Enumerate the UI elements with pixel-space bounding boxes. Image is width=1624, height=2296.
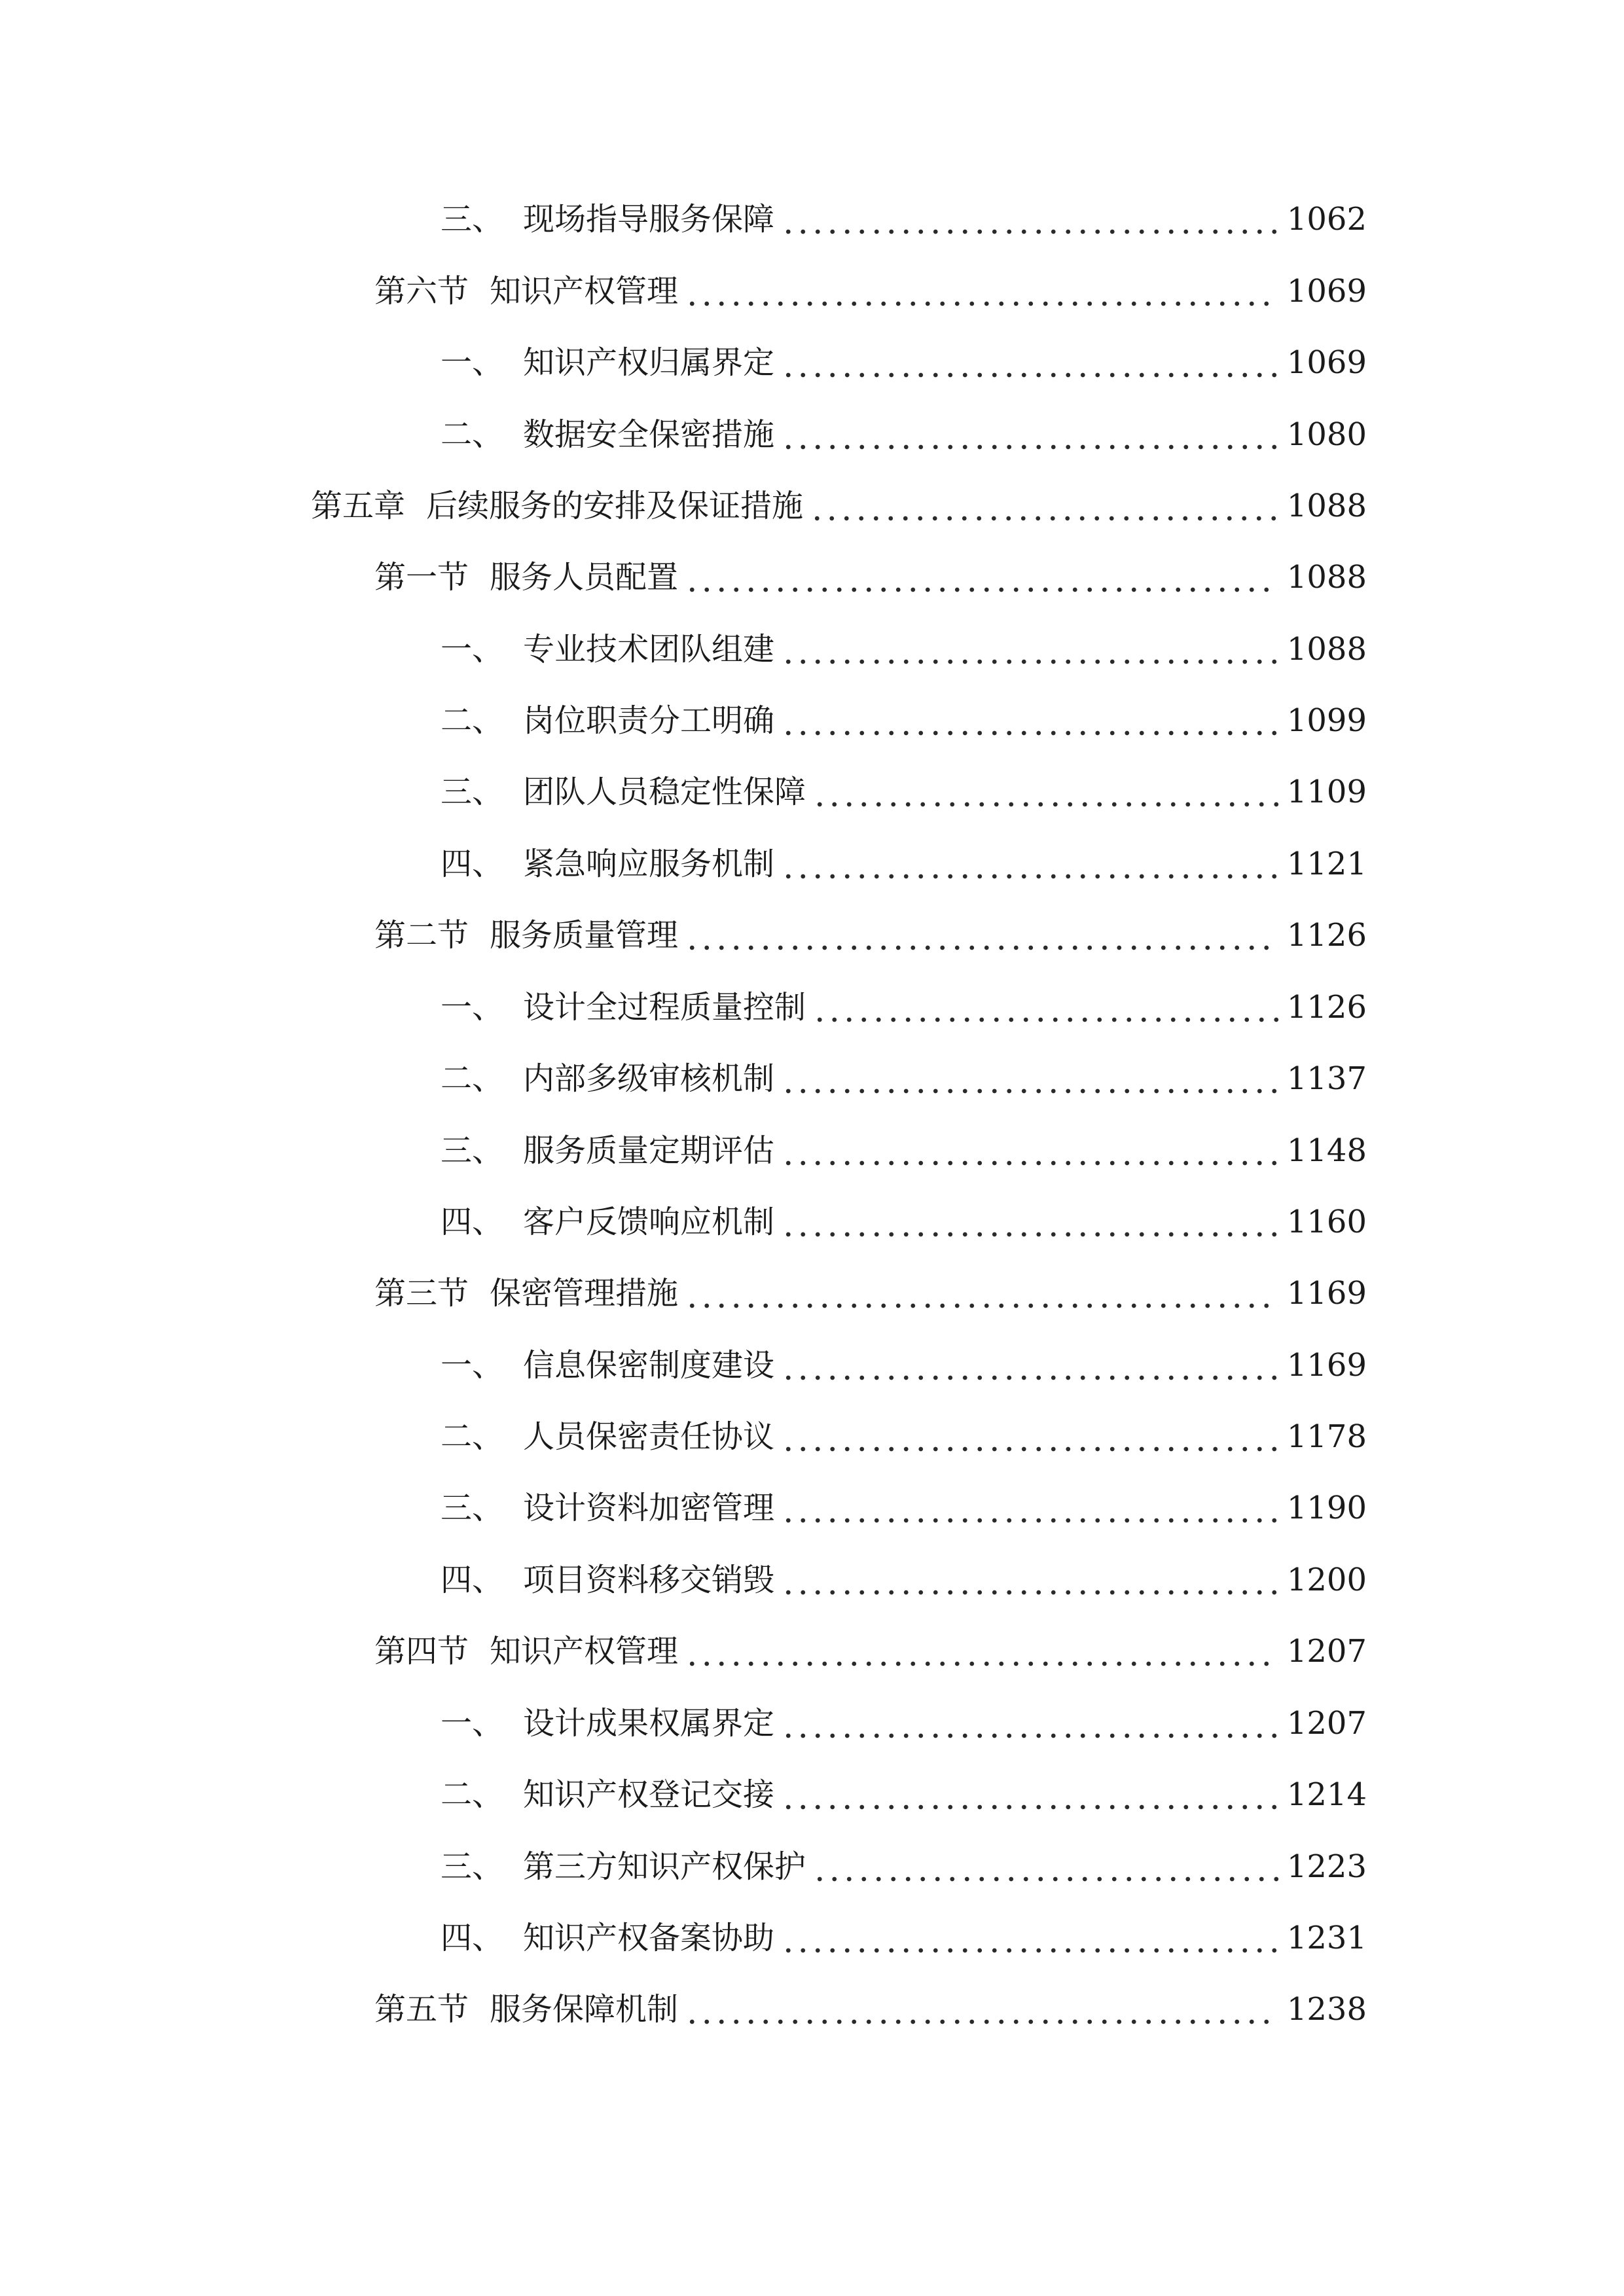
toc-page-number: 1200	[1286, 1562, 1367, 1598]
toc-number: 第四节	[374, 1633, 469, 1670]
toc-page-number: 1088	[1286, 559, 1367, 596]
toc-entry[interactable]	[441, 1052, 1367, 1105]
toc-entry[interactable]	[441, 1840, 1367, 1893]
toc-page-number: 1099	[1286, 702, 1367, 739]
toc-title: 紧急响应服务机制	[523, 846, 775, 882]
dot-leader	[685, 265, 1279, 317]
toc-number: 四、	[441, 846, 504, 882]
toc-page-number: 1062	[1286, 201, 1367, 238]
toc-entry[interactable]	[441, 766, 1367, 818]
toc-page-number: 1207	[1286, 1705, 1367, 1742]
toc-number: 一、	[441, 344, 504, 381]
toc-title: 知识产权管理	[490, 1633, 679, 1670]
toc-number: 第五节	[374, 1991, 469, 2028]
toc-entry[interactable]	[374, 1267, 1367, 1319]
toc-title: 第三方知识产权保护	[523, 1848, 806, 1885]
toc-number: 一、	[441, 989, 504, 1026]
toc-page-number: 1109	[1286, 774, 1367, 810]
toc-page-number: 1088	[1286, 631, 1367, 668]
dot-leader	[685, 1625, 1279, 1677]
toc-page-number: 1169	[1286, 1347, 1367, 1384]
toc-title: 内部多级审核机制	[523, 1060, 775, 1097]
toc-number: 一、	[441, 631, 504, 668]
toc-number: 二、	[441, 1776, 504, 1813]
toc-entry[interactable]	[441, 1912, 1367, 1964]
toc-entry[interactable]	[374, 551, 1367, 603]
dot-leader	[781, 1410, 1279, 1463]
dot-leader	[685, 1267, 1279, 1319]
toc-title: 信息保密制度建设	[523, 1347, 775, 1384]
toc-entry[interactable]	[441, 1697, 1367, 1749]
dot-leader	[781, 694, 1279, 747]
dot-leader	[781, 1196, 1279, 1248]
toc-number: 第一节	[374, 559, 469, 596]
toc-number: 四、	[441, 1920, 504, 1956]
dot-leader	[781, 1554, 1279, 1606]
dot-leader	[781, 1768, 1279, 1821]
toc-title: 知识产权归属界定	[523, 344, 775, 381]
toc-entry[interactable]	[441, 1196, 1367, 1248]
toc-entry[interactable]	[441, 1339, 1367, 1391]
dot-leader	[812, 981, 1279, 1033]
toc-entry[interactable]	[441, 694, 1367, 747]
toc-title: 设计资料加密管理	[523, 1490, 775, 1526]
toc-title: 团队人员稳定性保障	[523, 774, 806, 810]
toc-title: 人员保密责任协议	[523, 1418, 775, 1455]
dot-leader	[685, 1983, 1279, 2036]
toc-number: 二、	[441, 702, 504, 739]
toc-entry[interactable]	[374, 1983, 1367, 2036]
toc-number: 二、	[441, 1418, 504, 1455]
toc-title: 服务人员配置	[490, 559, 679, 596]
toc-page-number: 1207	[1286, 1633, 1367, 1670]
toc-page-number: 1069	[1286, 273, 1367, 310]
toc-number: 第三节	[374, 1275, 469, 1312]
toc-page-number: 1238	[1286, 1991, 1367, 2028]
dot-leader	[685, 551, 1279, 603]
toc-title: 客户反馈响应机制	[523, 1204, 775, 1240]
toc-number: 第五章	[311, 488, 406, 524]
dot-leader	[781, 336, 1279, 389]
toc-number: 第二节	[374, 917, 469, 954]
toc-title: 数据安全保密措施	[523, 416, 775, 453]
toc-title: 专业技术团队组建	[523, 631, 775, 668]
toc-number: 一、	[441, 1705, 504, 1742]
toc-title: 知识产权备案协助	[523, 1920, 775, 1956]
toc-page-number: 1231	[1286, 1920, 1367, 1956]
toc-number: 三、	[441, 1490, 504, 1526]
toc-entry[interactable]	[441, 1482, 1367, 1534]
toc-entry[interactable]	[441, 336, 1367, 389]
toc-number: 二、	[441, 1060, 504, 1097]
toc-title: 岗位职责分工明确	[523, 702, 775, 739]
dot-leader	[781, 838, 1279, 890]
dot-leader	[810, 480, 1279, 532]
toc-number: 三、	[441, 1132, 504, 1169]
dot-leader	[781, 623, 1279, 675]
toc-entry[interactable]	[374, 265, 1367, 317]
toc-page-number: 1088	[1286, 488, 1367, 524]
toc-page-number: 1148	[1286, 1132, 1367, 1169]
toc-entry[interactable]	[441, 1410, 1367, 1463]
toc-title: 服务保障机制	[490, 1991, 679, 2028]
dot-leader	[812, 766, 1279, 818]
toc-entry[interactable]	[441, 408, 1367, 461]
toc-entry[interactable]	[441, 193, 1367, 245]
dot-leader	[781, 193, 1279, 245]
toc-entry[interactable]	[441, 981, 1367, 1033]
toc-title: 设计成果权属界定	[523, 1705, 775, 1742]
toc-page-number: 1223	[1286, 1848, 1367, 1885]
toc-page-number: 1137	[1286, 1060, 1367, 1097]
dot-leader	[781, 1912, 1279, 1964]
dot-leader	[781, 1482, 1279, 1534]
toc-page-number: 1126	[1286, 917, 1367, 954]
toc-page-number: 1214	[1286, 1776, 1367, 1813]
dot-leader	[781, 1697, 1279, 1749]
dot-leader	[781, 1052, 1279, 1105]
toc-page-number: 1126	[1286, 989, 1367, 1026]
toc-number: 四、	[441, 1204, 504, 1240]
toc-page-number: 1069	[1286, 344, 1367, 381]
toc-page-number: 1178	[1286, 1418, 1367, 1455]
toc-title: 知识产权登记交接	[523, 1776, 775, 1813]
toc-entry[interactable]	[374, 909, 1367, 961]
toc-entry[interactable]	[374, 1625, 1367, 1677]
toc-page-number: 1169	[1286, 1275, 1367, 1312]
toc-entry[interactable]	[441, 1124, 1367, 1177]
toc-page-number: 1080	[1286, 416, 1367, 453]
toc-title: 服务质量定期评估	[523, 1132, 775, 1169]
toc-number: 三、	[441, 774, 504, 810]
dot-leader	[781, 1339, 1279, 1391]
toc-entry[interactable]	[311, 480, 1367, 532]
toc-title: 项目资料移交销毁	[523, 1562, 775, 1598]
toc-title: 现场指导服务保障	[523, 201, 775, 238]
dot-leader	[685, 909, 1279, 961]
toc-page-number: 1160	[1286, 1204, 1367, 1240]
dot-leader	[812, 1840, 1279, 1893]
dot-leader	[781, 1124, 1279, 1177]
toc-entry[interactable]	[441, 1768, 1367, 1821]
toc-entry[interactable]	[441, 1554, 1367, 1606]
toc-page-number: 1121	[1286, 846, 1367, 882]
toc-number: 三、	[441, 1848, 504, 1885]
toc-title: 后续服务的安排及保证措施	[426, 488, 804, 524]
toc-number: 二、	[441, 416, 504, 453]
toc-title: 设计全过程质量控制	[523, 989, 806, 1026]
toc-title: 保密管理措施	[490, 1275, 679, 1312]
toc-number: 第六节	[374, 273, 469, 310]
toc-entry[interactable]	[441, 623, 1367, 675]
toc-number: 一、	[441, 1347, 504, 1384]
toc-entry[interactable]	[441, 838, 1367, 890]
toc-page-number: 1190	[1286, 1490, 1367, 1526]
toc-title: 服务质量管理	[490, 917, 679, 954]
toc-number: 三、	[441, 201, 504, 238]
toc-title: 知识产权管理	[490, 273, 679, 310]
toc-number: 四、	[441, 1562, 504, 1598]
dot-leader	[781, 408, 1279, 461]
